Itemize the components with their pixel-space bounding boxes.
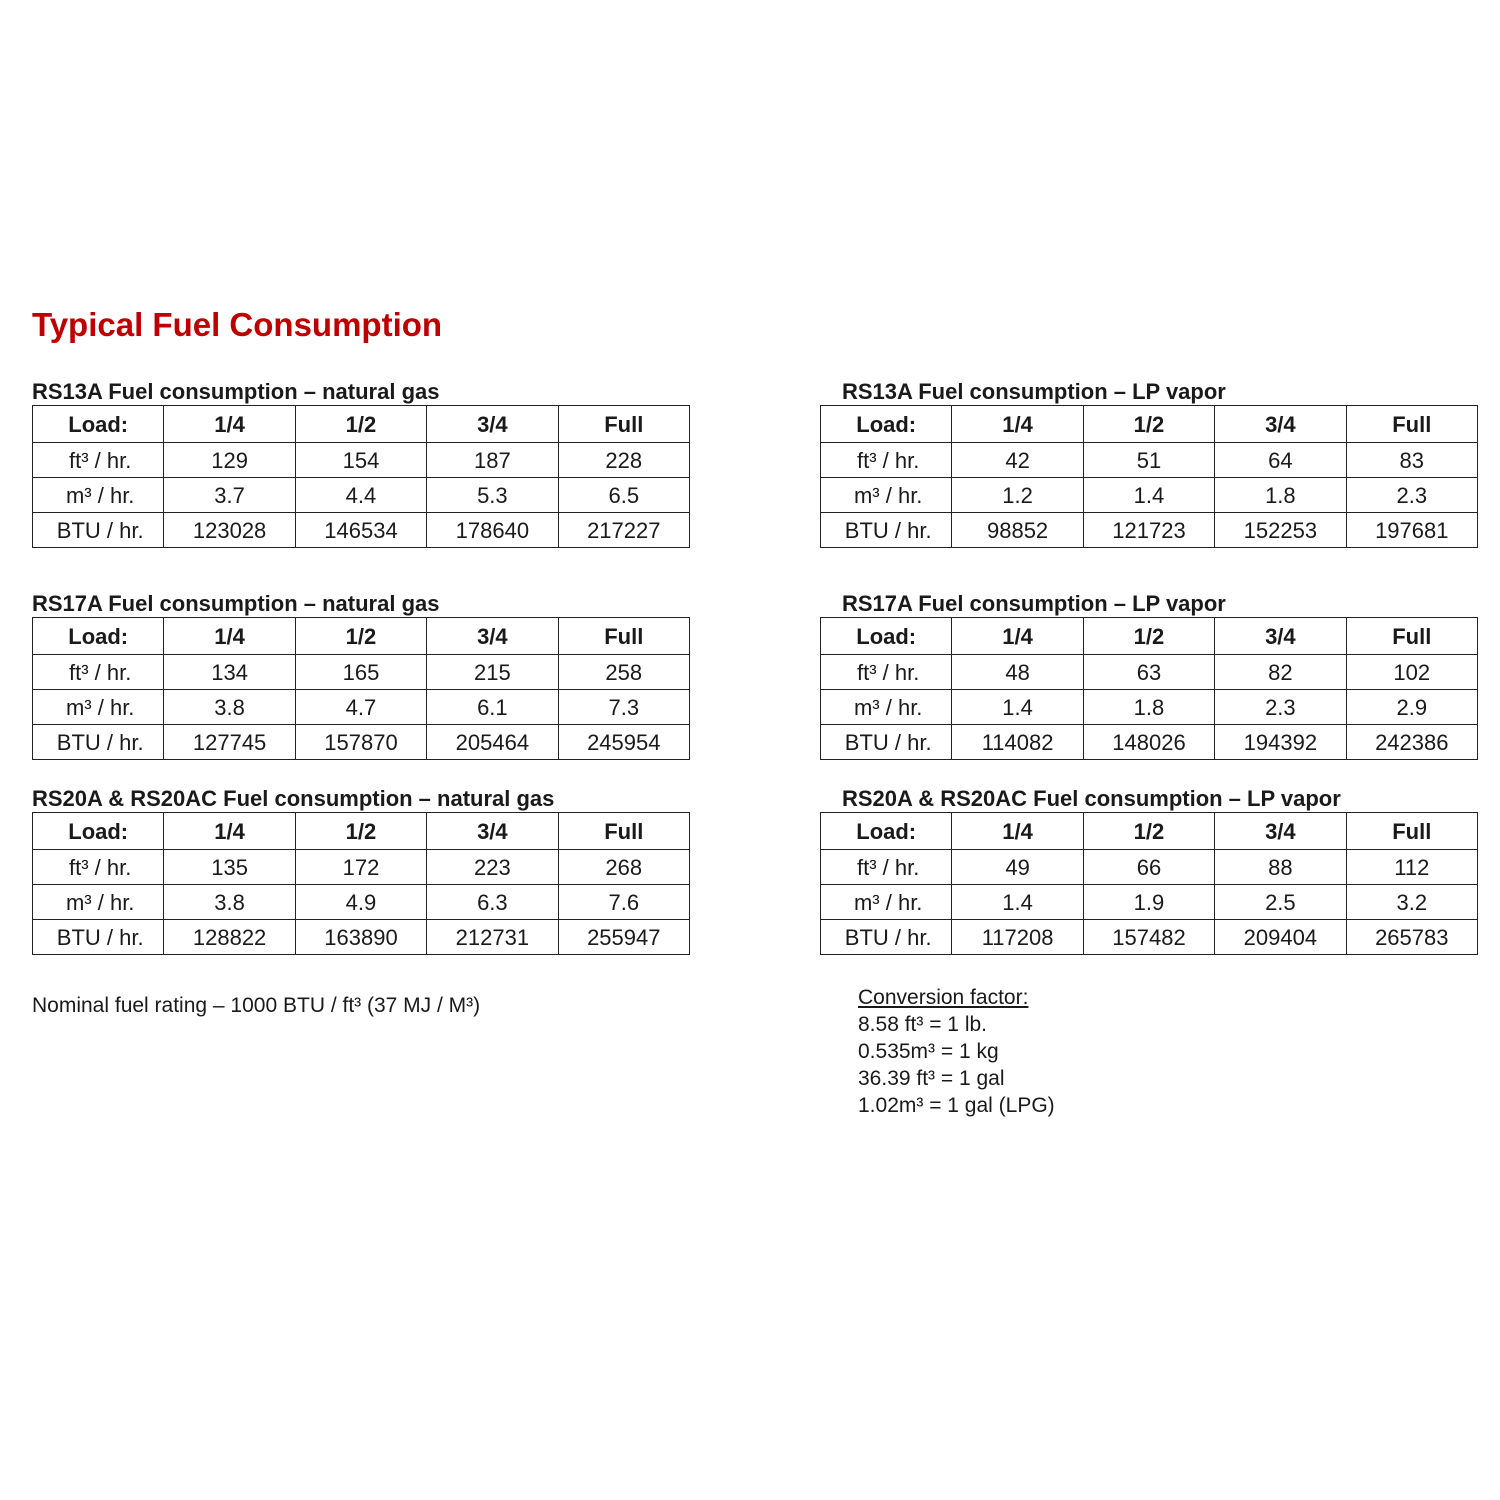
table-caption: RS13A Fuel consumption – natural gas [32, 379, 440, 404]
table-cell: 1.4 [952, 885, 1083, 920]
table-cell: 123028 [164, 513, 295, 548]
header-cell: Full [558, 813, 689, 850]
table-cell: 4.9 [295, 885, 426, 920]
table-header-row [33, 813, 690, 850]
row-label: m³ / hr. [821, 885, 952, 920]
conversion-line: 8.58 ft³ = 1 lb. [858, 1013, 987, 1036]
table-cell: 217227 [558, 513, 689, 548]
row-label: BTU / hr. [821, 920, 952, 955]
table-cell: 163890 [295, 920, 426, 955]
fuel-table [32, 617, 690, 760]
table-block-rs13a-natural-gas [32, 379, 692, 548]
table-cell: 114082 [952, 725, 1083, 760]
header-cell: Full [558, 618, 689, 655]
table-cell: 209404 [1215, 920, 1346, 955]
header-cell: Full [1346, 406, 1477, 443]
row-label: BTU / hr. [33, 725, 164, 760]
table-cell: 157482 [1083, 920, 1214, 955]
nominal-fuel-rating: Nominal fuel rating – 1000 BTU / ft³ (37 MJ / M³) [32, 994, 481, 1017]
conversion-line: 1.02m³ = 1 gal (LPG) [858, 1094, 1055, 1117]
table-cell: 49 [952, 850, 1083, 885]
table-cell: 228 [558, 443, 689, 478]
table-cell: 3.7 [164, 478, 295, 513]
table-cell: 51 [1083, 443, 1214, 478]
table-cell: 5.3 [427, 478, 558, 513]
table-cell: 197681 [1346, 513, 1477, 548]
header-cell: 1/4 [164, 618, 295, 655]
header-cell: 3/4 [1215, 813, 1346, 850]
conversion-line: 36.39 ft³ = 1 gal [858, 1067, 1005, 1090]
fuel-table [820, 617, 1478, 760]
table-cell: 6.1 [427, 690, 558, 725]
table-cell: 1.9 [1083, 885, 1214, 920]
header-cell: 1/2 [1083, 813, 1214, 850]
table-caption: RS20A & RS20AC Fuel consumption – LP vapor [842, 786, 1341, 811]
row-label: ft³ / hr. [33, 850, 164, 885]
row-label: m³ / hr. [33, 690, 164, 725]
table-cell: 215 [427, 655, 558, 690]
page-title: Typical Fuel Consumption [32, 306, 443, 343]
table-cell: 135 [164, 850, 295, 885]
table-row [33, 478, 690, 513]
header-cell: 1/2 [1083, 406, 1214, 443]
table-cell: 7.6 [558, 885, 689, 920]
header-cell: Full [1346, 813, 1477, 850]
fuel-table [820, 405, 1478, 548]
table-caption: RS13A Fuel consumption – LP vapor [842, 379, 1226, 404]
table-cell: 1.8 [1215, 478, 1346, 513]
header-cell: Load: [821, 813, 952, 850]
header-cell: 1/2 [295, 618, 426, 655]
fuel-table [820, 812, 1478, 955]
row-label: ft³ / hr. [33, 443, 164, 478]
table-row [33, 513, 690, 548]
header-cell: 3/4 [427, 813, 558, 850]
header-cell: Full [558, 406, 689, 443]
table-cell: 268 [558, 850, 689, 885]
table-cell: 255947 [558, 920, 689, 955]
table-cell: 98852 [952, 513, 1083, 548]
conversion-factor-block [858, 984, 1055, 1119]
header-cell: Load: [33, 813, 164, 850]
table-cell: 117208 [952, 920, 1083, 955]
table-row [33, 690, 690, 725]
row-label: BTU / hr. [33, 920, 164, 955]
table-block-rs20a-lp-vapor [820, 786, 1480, 955]
table-cell: 154 [295, 443, 426, 478]
table-block-rs17a-lp-vapor [820, 591, 1480, 760]
row-label: BTU / hr. [821, 513, 952, 548]
table-row [821, 513, 1478, 548]
table-header-row [821, 406, 1478, 443]
header-cell: 3/4 [427, 406, 558, 443]
header-cell: 1/4 [952, 406, 1083, 443]
table-row [821, 725, 1478, 760]
table-block-rs17a-natural-gas [32, 591, 692, 760]
row-label: m³ / hr. [33, 885, 164, 920]
row-label: BTU / hr. [821, 725, 952, 760]
header-cell: 1/2 [295, 813, 426, 850]
row-label: m³ / hr. [821, 690, 952, 725]
table-cell: 7.3 [558, 690, 689, 725]
header-cell: Load: [33, 618, 164, 655]
table-cell: 66 [1083, 850, 1214, 885]
header-cell: 1/4 [952, 618, 1083, 655]
table-cell: 42 [952, 443, 1083, 478]
table-cell: 112 [1346, 850, 1477, 885]
table-cell: 3.8 [164, 690, 295, 725]
table-row [33, 920, 690, 955]
table-cell: 102 [1346, 655, 1477, 690]
table-row [33, 850, 690, 885]
table-row [33, 885, 690, 920]
table-cell: 1.8 [1083, 690, 1214, 725]
table-cell: 223 [427, 850, 558, 885]
table-row [821, 443, 1478, 478]
table-cell: 148026 [1083, 725, 1214, 760]
table-header-row [821, 813, 1478, 850]
table-cell: 6.5 [558, 478, 689, 513]
table-cell: 1.4 [952, 690, 1083, 725]
table-row [821, 920, 1478, 955]
table-row [33, 725, 690, 760]
header-cell: 1/4 [164, 406, 295, 443]
table-block-rs20a-natural-gas [32, 786, 692, 955]
table-cell: 129 [164, 443, 295, 478]
header-cell: 1/4 [164, 813, 295, 850]
table-cell: 63 [1083, 655, 1214, 690]
header-cell: Load: [33, 406, 164, 443]
table-cell: 2.3 [1346, 478, 1477, 513]
table-cell: 2.3 [1215, 690, 1346, 725]
table-cell: 82 [1215, 655, 1346, 690]
header-cell: 3/4 [427, 618, 558, 655]
table-cell: 83 [1346, 443, 1477, 478]
table-cell: 205464 [427, 725, 558, 760]
table-cell: 48 [952, 655, 1083, 690]
row-label: ft³ / hr. [33, 655, 164, 690]
table-header-row [33, 618, 690, 655]
table-row [821, 885, 1478, 920]
table-cell: 187 [427, 443, 558, 478]
row-label: ft³ / hr. [821, 655, 952, 690]
fuel-table [32, 812, 690, 955]
table-cell: 3.2 [1346, 885, 1477, 920]
table-row [33, 443, 690, 478]
table-caption: RS17A Fuel consumption – natural gas [32, 591, 440, 616]
header-cell: Load: [821, 618, 952, 655]
table-cell: 178640 [427, 513, 558, 548]
table-cell: 146534 [295, 513, 426, 548]
table-cell: 1.2 [952, 478, 1083, 513]
header-cell: 1/4 [952, 813, 1083, 850]
table-cell: 128822 [164, 920, 295, 955]
table-caption: RS20A & RS20AC Fuel consumption – natural gas [32, 786, 555, 811]
table-header-row [821, 618, 1478, 655]
table-cell: 3.8 [164, 885, 295, 920]
table-cell: 245954 [558, 725, 689, 760]
table-cell: 265783 [1346, 920, 1477, 955]
table-header-row [33, 406, 690, 443]
table-cell: 121723 [1083, 513, 1214, 548]
table-cell: 4.7 [295, 690, 426, 725]
table-cell: 152253 [1215, 513, 1346, 548]
table-row [821, 850, 1478, 885]
table-cell: 157870 [295, 725, 426, 760]
header-cell: Full [1346, 618, 1477, 655]
row-label: ft³ / hr. [821, 443, 952, 478]
conversion-title: Conversion factor: [858, 986, 1029, 1009]
table-cell: 258 [558, 655, 689, 690]
table-row [33, 655, 690, 690]
table-row [821, 478, 1478, 513]
table-cell: 2.5 [1215, 885, 1346, 920]
table-cell: 64 [1215, 443, 1346, 478]
table-cell: 172 [295, 850, 426, 885]
table-cell: 127745 [164, 725, 295, 760]
table-block-rs13a-lp-vapor [820, 379, 1480, 548]
header-cell: 1/2 [295, 406, 426, 443]
table-cell: 88 [1215, 850, 1346, 885]
table-cell: 6.3 [427, 885, 558, 920]
table-cell: 194392 [1215, 725, 1346, 760]
header-cell: 3/4 [1215, 618, 1346, 655]
table-row [821, 690, 1478, 725]
row-label: m³ / hr. [33, 478, 164, 513]
conversion-line: 0.535m³ = 1 kg [858, 1040, 999, 1063]
table-cell: 4.4 [295, 478, 426, 513]
row-label: m³ / hr. [821, 478, 952, 513]
header-cell: Load: [821, 406, 952, 443]
table-cell: 1.4 [1083, 478, 1214, 513]
header-cell: 3/4 [1215, 406, 1346, 443]
table-cell: 242386 [1346, 725, 1477, 760]
table-row [821, 655, 1478, 690]
fuel-table [32, 405, 690, 548]
row-label: ft³ / hr. [821, 850, 952, 885]
header-cell: 1/2 [1083, 618, 1214, 655]
table-cell: 2.9 [1346, 690, 1477, 725]
table-cell: 165 [295, 655, 426, 690]
table-cell: 212731 [427, 920, 558, 955]
table-cell: 134 [164, 655, 295, 690]
table-caption: RS17A Fuel consumption – LP vapor [842, 591, 1226, 616]
row-label: BTU / hr. [33, 513, 164, 548]
